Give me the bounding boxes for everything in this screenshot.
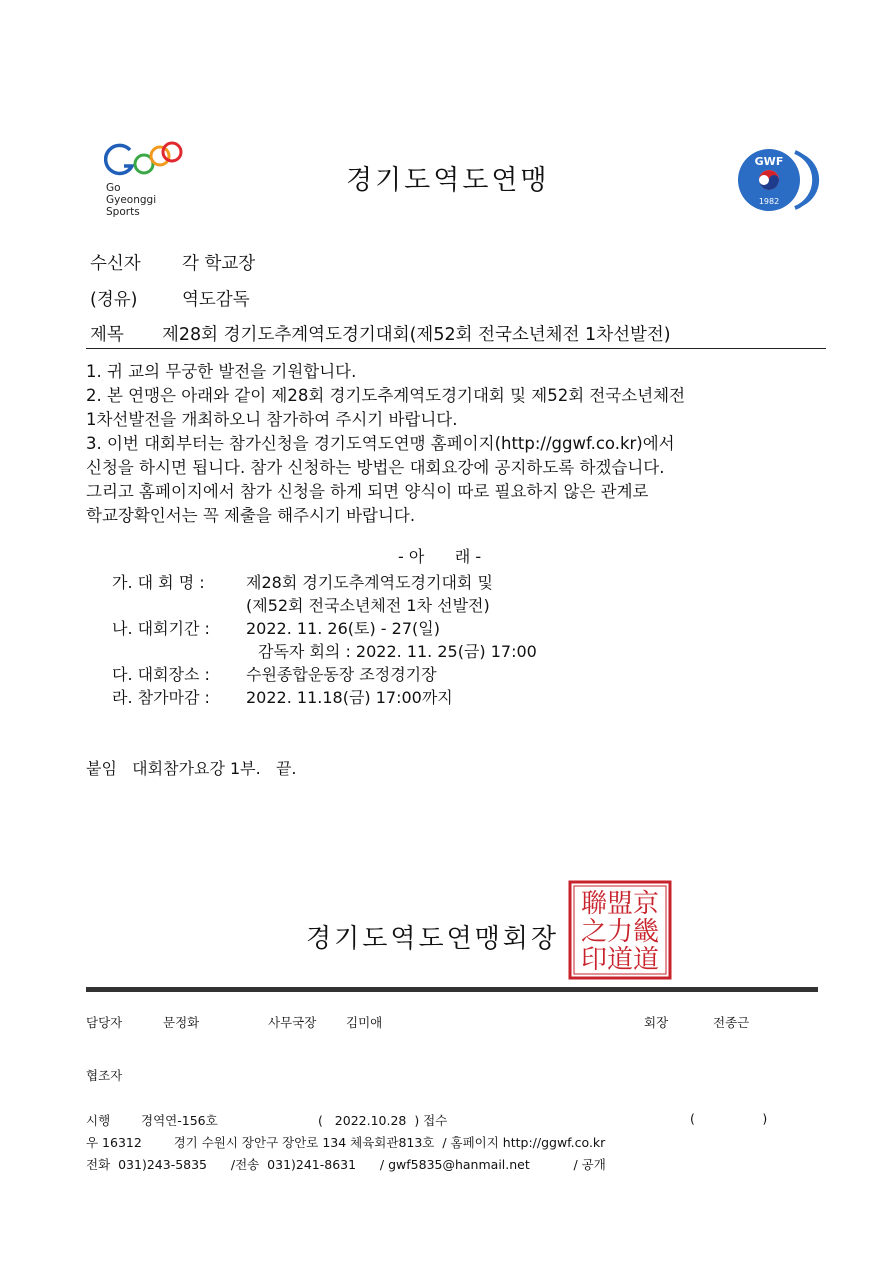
via-label: (경유)	[90, 290, 138, 310]
seal-character: 京	[632, 889, 660, 919]
signature-title: 경기도역도연맹회장	[306, 924, 560, 954]
recipient-label: 수신자	[90, 254, 141, 274]
body-line: 3. 이번 대회부터는 참가신청을 경기도역도연맹 홈페이지(http://ggwf.co.kr)에서	[86, 434, 675, 453]
body-line: 신청을 하시면 됩니다. 참가 신청하는 방법은 대회요강에 공지하도록 하겠습니다.	[86, 458, 665, 477]
president-name: 전종근	[713, 1015, 750, 1030]
seal-character: 道	[606, 945, 634, 975]
item-value: 2022. 11. 26(토) - 27(일)	[246, 619, 440, 638]
emblem-year: 1982	[758, 197, 780, 206]
address-line: 우 16312 경기 수원시 장안구 장안로 134 체육회관813호 / 홈페이지 http://ggwf.co.kr	[86, 1135, 606, 1150]
issue-number: 경역연-156호	[141, 1113, 218, 1128]
body-line: 1차선발전을 개최하오니 참가하여 주시기 바랍니다.	[86, 410, 458, 429]
olympic-rings-icon	[104, 138, 194, 182]
seal-character: 盟	[606, 889, 634, 919]
attachment-note: 붙임 대회참가요강 1부. 끝.	[86, 759, 297, 778]
receipt-field: ( )	[690, 1111, 768, 1126]
issue-date: ( 2022.10.28 ) 접수	[318, 1113, 448, 1128]
president-label: 회장	[644, 1015, 669, 1030]
official-seal	[568, 880, 672, 980]
item-continuation: (제52회 전국소년체전 1차 선발전)	[246, 596, 490, 615]
item-label: 나. 대회기간 :	[112, 619, 210, 638]
recipient-value: 각 학교장	[182, 254, 256, 274]
red-seal-icon	[568, 880, 672, 980]
gwf-emblem	[737, 146, 825, 214]
item-value: 제28회 경기도추계역도경기대회 및	[246, 573, 493, 592]
seal-character: 聯	[580, 889, 608, 919]
notice-heading: - 아 래 -	[398, 547, 482, 566]
body-line: 1. 귀 교의 무궁한 발전을 기원합니다.	[86, 362, 357, 381]
seal-character: 畿	[632, 917, 660, 947]
seal-character: 道	[632, 945, 660, 975]
body-line: 2. 본 연맹은 아래와 같이 제28회 경기도추계역도경기대회 및 제52회 전국소년체전	[86, 386, 686, 405]
footer-divider	[86, 987, 818, 992]
organization-title: 경기도역도연맹	[346, 165, 550, 196]
subject-label: 제목	[90, 325, 124, 345]
seal-character: 印	[580, 945, 608, 975]
issue-label: 시행	[86, 1113, 111, 1128]
body-line: 학교장확인서는 꼭 제출을 해주시기 바랍니다.	[86, 506, 416, 525]
manager-label: 사무국장	[268, 1015, 317, 1030]
logo-line: Sports	[106, 206, 140, 218]
gwf-emblem-icon	[737, 146, 825, 214]
contact-line: 전화 031)243-5835 /전송 031)241-8631 / gwf5835@hanmail.net / 공개	[86, 1157, 606, 1172]
emblem-letters: GWF	[754, 155, 784, 168]
item-continuation: 감독자 회의 : 2022. 11. 25(금) 17:00	[258, 642, 537, 661]
via-value: 역도감독	[182, 290, 250, 310]
item-label: 라. 참가마감 :	[112, 688, 210, 707]
logo-line: Gyeonggi	[106, 194, 157, 206]
staff-name: 문정화	[163, 1015, 200, 1030]
body-line: 그리고 홈페이지에서 참가 신청을 하게 되면 양식이 따로 필요하지 않은 관계로	[86, 482, 649, 501]
subject-divider	[86, 348, 826, 349]
go-gyeonggi-sports-logo	[104, 138, 194, 222]
logo-line: Go	[106, 182, 121, 194]
item-label: 다. 대회장소 :	[112, 665, 210, 684]
seal-character: 力	[606, 917, 634, 947]
cooperator-label: 협조자	[86, 1068, 123, 1083]
item-value: 수원종합운동장 조정경기장	[246, 665, 437, 684]
item-value: 2022. 11.18(금) 17:00까지	[246, 688, 453, 707]
seal-character: 之	[580, 917, 608, 947]
manager-name: 김미애	[346, 1015, 383, 1030]
item-label: 가. 대 회 명 :	[112, 573, 205, 592]
subject-value: 제28회 경기도추계역도경기대회(제52회 전국소년체전 1차선발전)	[162, 325, 671, 345]
staff-label: 담당자	[86, 1015, 123, 1030]
